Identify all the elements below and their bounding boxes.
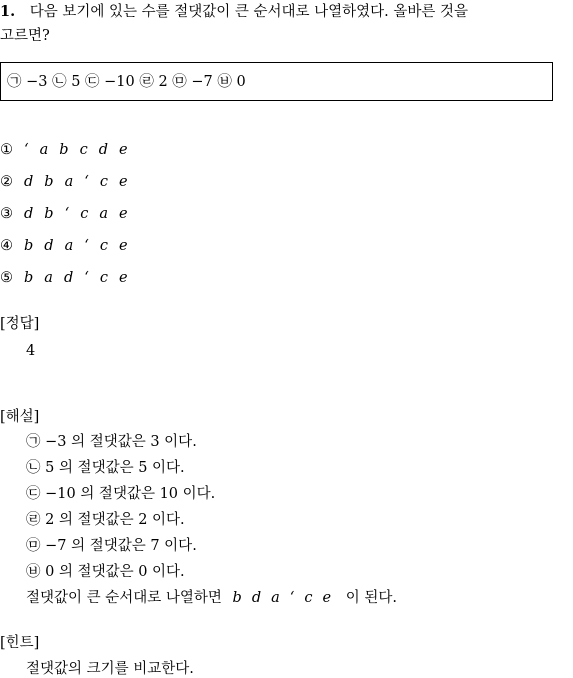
choice-item: d bbox=[98, 142, 108, 158]
choice-label: ② bbox=[0, 174, 13, 190]
choice-item: ‘ bbox=[84, 174, 89, 190]
sequence-item: b bbox=[232, 590, 242, 606]
explanation-line: ㉢ −10 의 절댓값은 10 이다. bbox=[26, 486, 216, 502]
choice-4[interactable] bbox=[0, 237, 139, 255]
choice-item: a bbox=[64, 238, 74, 254]
answer-heading: [정답] bbox=[0, 316, 40, 332]
explanation-conclusion bbox=[26, 589, 397, 607]
choice-item: b bbox=[24, 238, 34, 254]
choice-item: b bbox=[44, 174, 54, 190]
choice-item: ‘ bbox=[64, 206, 70, 222]
given-values-text: ㉠ −3 ㉡ 5 ㉢ −10 ㉣ 2 ㉤ −7 ㉥ 0 bbox=[7, 74, 246, 90]
choice-item: d bbox=[24, 174, 34, 190]
choice-3[interactable] bbox=[0, 205, 139, 223]
choice-label: ① bbox=[0, 142, 13, 158]
choice-item: e bbox=[118, 142, 128, 158]
sequence-item: ‘ bbox=[289, 590, 295, 606]
sequence-item: c bbox=[304, 590, 313, 606]
choice-item: c bbox=[99, 270, 108, 286]
choice-item: ‘ bbox=[84, 270, 89, 286]
sequence-item: e bbox=[322, 590, 332, 606]
explanation-line: ㉥ 0 의 절댓값은 0 이다. bbox=[26, 564, 185, 580]
choice-2[interactable] bbox=[0, 173, 139, 191]
choice-5[interactable] bbox=[0, 269, 139, 287]
hint-text: 절댓값의 크기를 비교한다. bbox=[26, 661, 194, 677]
given-values-box bbox=[0, 62, 553, 101]
choice-item: e bbox=[118, 174, 128, 190]
conclusion-prefix: 절댓값이 큰 순서대로 나열하면 bbox=[26, 590, 222, 606]
question-number: 1. bbox=[0, 3, 16, 20]
explanation-heading: [해설] bbox=[0, 409, 40, 425]
answer-value: 4 bbox=[26, 343, 36, 359]
choice-item: a bbox=[39, 142, 49, 158]
choice-1[interactable] bbox=[0, 141, 139, 159]
choice-label: ④ bbox=[0, 238, 13, 254]
choice-item: b bbox=[59, 142, 69, 158]
choice-item: c bbox=[99, 238, 108, 254]
explanation-line: ㉣ 2 의 절댓값은 2 이다. bbox=[26, 512, 185, 528]
choice-item: a bbox=[64, 174, 74, 190]
question-line-2: 고르면? bbox=[0, 28, 50, 44]
choice-item: c bbox=[80, 206, 89, 222]
choice-item: e bbox=[118, 270, 128, 286]
sequence-item: a bbox=[271, 590, 280, 606]
conclusion-suffix: 이 된다. bbox=[345, 590, 397, 606]
hint-heading: [힌트] bbox=[0, 635, 40, 651]
choice-item: b bbox=[44, 206, 54, 222]
choice-item: d bbox=[24, 206, 34, 222]
choice-item: d bbox=[63, 270, 74, 286]
conclusion-sequence bbox=[233, 590, 342, 606]
choice-item: ‘ bbox=[24, 142, 29, 158]
choice-item: a bbox=[44, 270, 53, 286]
explanation-line: ㉤ −7 의 절댓값은 7 이다. bbox=[26, 538, 197, 554]
choice-item: e bbox=[118, 238, 128, 254]
choice-item: e bbox=[118, 206, 128, 222]
choice-item: b bbox=[24, 270, 34, 286]
choice-item: c bbox=[79, 142, 88, 158]
choice-item: d bbox=[44, 238, 54, 254]
question-text-line-1: 다음 보기에 있는 수를 절댓값이 큰 순서대로 나열하였다. 올바른 것을 bbox=[29, 4, 469, 20]
choice-item: ‘ bbox=[84, 238, 89, 254]
choice-label: ⑤ bbox=[0, 270, 13, 286]
choice-item: a bbox=[99, 206, 108, 222]
question-line-1 bbox=[0, 3, 468, 21]
choice-item: c bbox=[99, 174, 108, 190]
sequence-item: d bbox=[251, 590, 262, 606]
explanation-line: ㉠ −3 의 절댓값은 3 이다. bbox=[26, 434, 197, 450]
explanation-line: ㉡ 5 의 절댓값은 5 이다. bbox=[26, 460, 185, 476]
choice-label: ③ bbox=[0, 206, 13, 222]
